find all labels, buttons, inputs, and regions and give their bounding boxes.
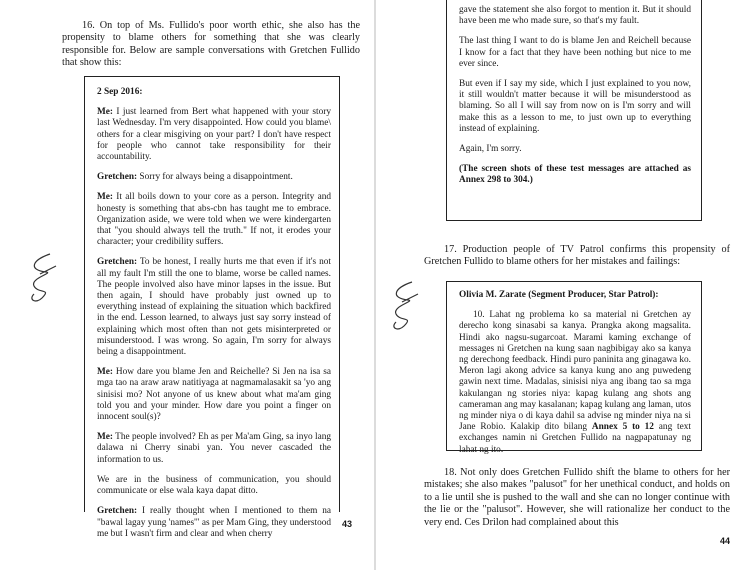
conversation-entry <box>97 432 331 466</box>
signature-initials-right <box>382 278 424 336</box>
signature-initials-left <box>20 250 62 308</box>
speaker-label: Me: <box>97 367 113 378</box>
speaker-label: Me: <box>97 192 113 203</box>
page-number-left: 43 <box>342 519 353 529</box>
conversation-entry <box>97 475 331 497</box>
page-number-right: 44 <box>720 536 731 546</box>
entry-text: The people involved? Eh as per Ma'am Ging, sa inyo lang dalawa ni Cherry sinabi yan. You never cascaded the information to us. <box>97 432 331 465</box>
continued-text-3: But even if I say my side, which I just explained to you now, it still wouldn't matter because it will be misunderstood as blaming. So all I will say from now on is I'm sorry and will make this as a lesson to me, to just own up to everything instead of explaining. <box>459 79 691 134</box>
conversation-entry <box>97 367 331 423</box>
speaker-label: Gretchen: <box>97 172 138 183</box>
speaker-label: Me: <box>97 432 113 443</box>
conversation-entry <box>97 107 331 163</box>
paragraph-18: 18. Not only does Gretchen Fullido shift the blame to others for her mistakes; she also makes "palusot" for her unethical conduct, and holds on to a lie until she is pushed to the wall and she can no longer continue with the lie or the "palusot". However, she will rationalize her conduct to the very end. Ces Drilon had complained about this <box>424 467 730 528</box>
continued-text-4: Again, I'm sorry. <box>459 144 522 155</box>
entry-text: It all boils down to your core as a person. Integrity and honesty is something that abs-cbn has taught me to embrace. Organization aside, we were told when we were kindergarten that "you should always tell the truth." If not, it erodes your character; your credibility suffers. <box>97 192 331 248</box>
box2-text-before: 10. Lahat ng problema ko sa material ni Gretchen ay derecho kong sinasabi sa kanya. Prangka akong magsalita. Hindi ako nagsu-sugarcoat. Marami kaming exchange of messages ni Gretchen na kung saan nagbibigay ako sa kanya ng derechong feedback. Hindi puro paninita ang ginagawa ko. Meron lagi akong advice sa kanya kung ano ang puwedeng gawin next time. Madalas, sinisisi niya ang ibang tao sa mga kakulangan ng stories niya: kapag kulang ang shots ang cameraman ang may kasalanan; kapag kulang ang laman, utos ng minder niya o di kaya dahil sa advise ng minder niya na si Jane Robio. Kalakip dito bilang <box>459 310 691 433</box>
speaker-label: Gretchen: <box>97 257 138 268</box>
entry-text: How dare you blame Jen and Reichelle? Si Jen na isa sa mga tao na araw araw natitiyaga at nagmamalasakit sa 'yo ang sinisisi mo? Not anyone of us knew about what ma'am ging told you and your minder. How dare you point a finger on innocent soul(s)? <box>97 367 331 423</box>
entry-text: I just learned from Bert what happened with your story last Wednesday. I'm very disappointed. How could you blame\ others for a clear misgiving on your part? I don't have respect for people who cannot take responsibility for their accountability. <box>97 107 331 163</box>
right-quote-box-continued <box>446 0 702 221</box>
box2-text-after: ang text exchanges namin ni Gretchen Fullido na nagpapatunay ng lahat ng ito. <box>459 422 691 455</box>
continued-text-2: The last thing I want to do is blame Jen and Reichell because I know for a fact that they have been nothing but nice to me ever since. <box>459 36 691 69</box>
conversation-entry <box>97 506 331 540</box>
entry-text: To be honest, I really hurts me that even if it's not all my fault I'm still the one to blame, worse be called names. The people involved also have minor lapses in the issue. But then again, I should have probably just owned up to everything instead of explaining the situation which backfired in the end. Lesson learned, to always just say sorry instead of explaining which most often than not gets misinterpreted or misunderstood. I was wrong. So again, I'm sorry for always being a disappointment. <box>97 257 331 358</box>
conversation-entry <box>97 192 331 248</box>
paragraph-16: 16. On top of Ms. Fullido's poor worth ethic, she also has the propensity to blame others for something that she was clearly responsible for. Below are sample conversations with Gretchen Fullido that show this: <box>62 20 360 69</box>
olivia-zarate-box <box>446 281 702 455</box>
entry-text: I really thought when I mentioned to them na "bawal lagay yung 'names'" as per Mam Ging, they understood me but I wasn't firm and clear and when cherry <box>97 506 332 539</box>
entry-text: Sorry for always being a disappointment. <box>137 172 293 183</box>
paragraph-17: 17. Production people of TV Patrol confirms this propensity of Gretchen Fullido to blame others for her mistakes and failings: <box>424 244 730 268</box>
box2-annex-ref: Annex 5 to 12 <box>591 422 654 433</box>
conversation-entry <box>97 172 331 183</box>
box2-heading: Olivia M. Zarate (Segment Producer, Star Patrol): <box>459 290 659 300</box>
conversation-entries <box>97 107 331 540</box>
left-page <box>0 0 374 570</box>
speaker-label: Me: <box>97 107 113 118</box>
box-date: 2 Sep 2016: <box>97 87 143 97</box>
left-quote-box <box>84 76 340 539</box>
right-page <box>376 0 750 570</box>
annex-note: (The screen shots of these test messages are attached as Annex 298 to 304.) <box>459 164 691 186</box>
box2-statement <box>459 310 691 456</box>
conversation-entry <box>97 257 331 358</box>
continued-text-1: gave the statement she also forgot to mention it. But it should have been me who made sure, so that's my fault. <box>459 5 691 27</box>
entry-text: We are in the business of communication, you should communicate or else wala kaya dapat ditto. <box>97 474 331 497</box>
speaker-label: Gretchen: <box>97 506 138 517</box>
